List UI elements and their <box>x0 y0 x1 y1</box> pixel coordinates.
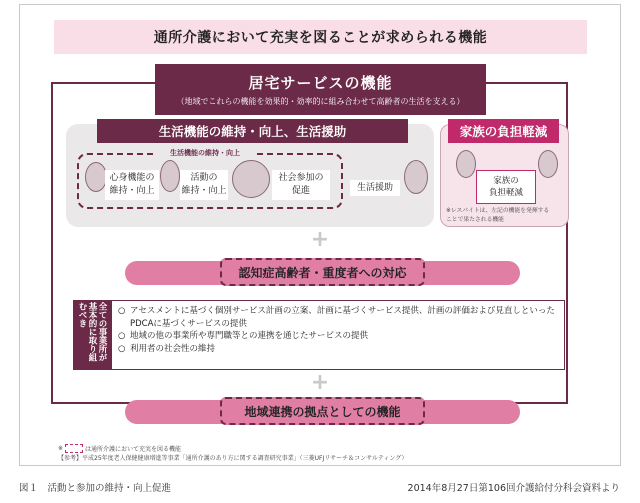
list-item <box>118 343 558 356</box>
legend-text: は通所介護において充実を図る機能 <box>85 445 182 453</box>
plus-icon: + <box>310 370 330 395</box>
node-social-participation: 社会参加の 促進 <box>272 170 330 200</box>
home-service-subtitle: （地域でこれらの機能を効果的・効率的に組み合わせて高齢者の生活を支える） <box>176 97 465 106</box>
dashed-legend-swatch-icon <box>65 444 83 453</box>
list-item-text: アセスメントに基づく個別サービス計画の立案、計画に基づくサービス提供、計画の評価および見直しといったPDCAに基づくサービスの提供 <box>130 306 555 329</box>
family-member-icon <box>456 150 476 178</box>
wheelchair-group-icon <box>232 160 270 198</box>
home-service-title: 居宅サービスの機能 <box>248 74 393 92</box>
family-note: ※レスパイトは、左記の機能を発揮する ことで果たされる機能 <box>446 208 550 223</box>
node-activity: 活動の 維持・向上 <box>180 170 228 200</box>
circle-bullet-icon: ○ <box>118 331 126 341</box>
legend-prefix: ※ <box>58 444 64 452</box>
exercising-person-icon <box>160 160 180 192</box>
legend-footnote <box>58 443 358 453</box>
community-bar <box>125 400 520 424</box>
diagram-title: 通所介護において充実を図ることが求められる機能 <box>54 20 587 54</box>
family-member-icon-2 <box>538 150 558 178</box>
life-function-dashed-label: 生活機能の維持・向上 <box>155 148 255 159</box>
source-caption: 2014年8月27日第106回介護給付分科会資料より <box>407 483 620 494</box>
plus-icon: + <box>310 227 330 252</box>
dementia-label: 認知症高齢者・重度者への対応 <box>220 258 425 286</box>
node-life-support: 生活援助 <box>350 180 400 196</box>
caregiver-icon <box>404 160 428 194</box>
family-header: 家族の負担軽減 <box>448 119 559 143</box>
figure-caption: 図１ 活動と参加の維持・向上促進 <box>19 483 172 494</box>
common-functions-label: 全ての事業所が基本的に取り組むべき <box>73 300 111 370</box>
circle-bullet-icon: ○ <box>118 343 126 354</box>
circle-bullet-icon: ○ <box>118 306 126 316</box>
community-label: 地域連携の拠点としての機能 <box>220 397 425 425</box>
reference-footnote: 【参考】平成25年度老人保健健康増進等事業「通所介護のあり方に関する調査研究事業」（三菱UFJリサーチ＆コンサルティング） <box>58 455 408 462</box>
list-item-text: 利用者の社会性の維持 <box>130 343 216 354</box>
family-burden-box: 家族の 負担軽減 <box>476 170 536 204</box>
home-service-header <box>155 64 486 115</box>
common-functions-list <box>111 300 565 370</box>
list-item <box>118 305 558 330</box>
list-item-text: 地域の他の事業所や専門職等との連携を通じたサービスの提供 <box>130 331 369 341</box>
elderly-person-icon <box>85 162 107 192</box>
dementia-bar <box>125 261 520 285</box>
node-physical-function: 心身機能の 維持・向上 <box>105 170 159 200</box>
list-item <box>118 330 558 343</box>
life-function-header: 生活機能の維持・向上、生活援助 <box>97 119 408 143</box>
